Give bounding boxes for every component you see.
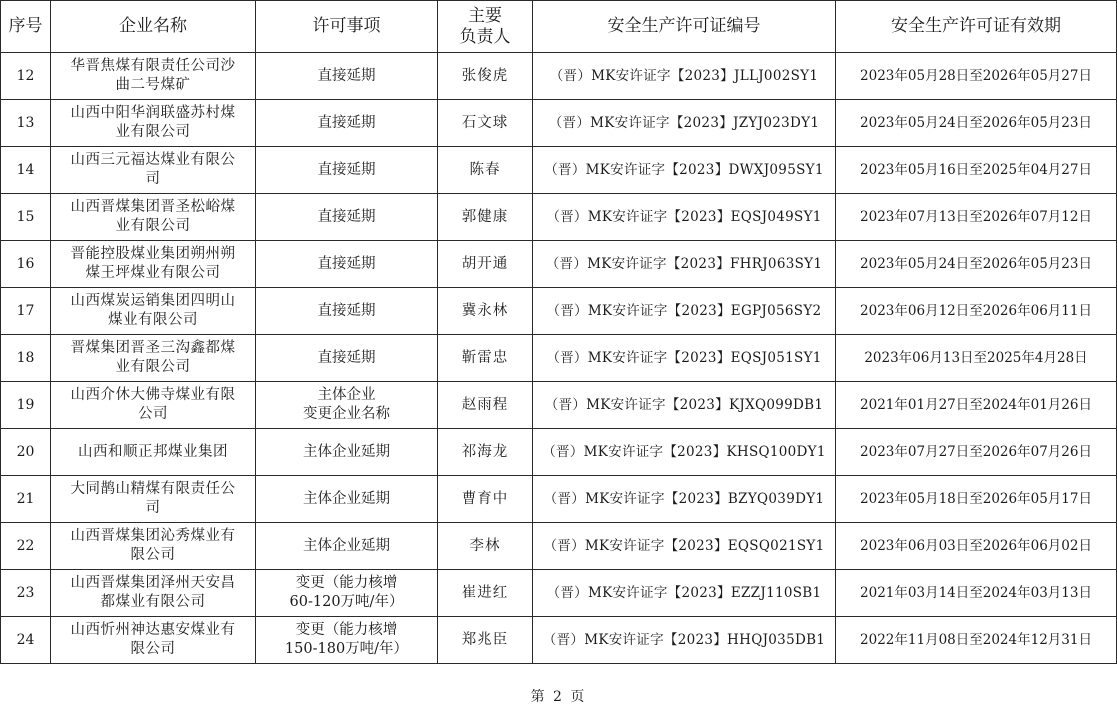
cell-license-no: （晋）MK安许证字【2023】HHQJ035DB1 — [533, 617, 836, 664]
header-person — [438, 1, 533, 53]
cell-matter-line: 主体企业 — [317, 387, 376, 403]
cell-company-line: 都煤业有限公司 — [100, 594, 206, 610]
cell-matter — [256, 476, 438, 523]
cell-seq: 17 — [1, 288, 51, 335]
cell-seq: 13 — [1, 100, 51, 147]
cell-matter-line: 变更（能力核增 — [295, 622, 398, 638]
cell-company — [51, 147, 256, 194]
cell-company-line: 晋煤集团晋圣三沟鑫都煤 — [70, 340, 236, 356]
cell-license-no: （晋）MK安许证字【2023】JLLJ002SY1 — [533, 53, 836, 100]
cell-company-line: 山西晋煤集团晋圣松峪煤 — [70, 199, 236, 215]
page-number: 第 2 页 — [530, 689, 587, 705]
header-seq: 序号 — [1, 1, 51, 53]
cell-license-no: （晋）MK安许证字【2023】EZZJ110SB1 — [533, 570, 836, 617]
header-person-line1: 主要 — [468, 5, 502, 26]
cell-license-no: （晋）MK安许证字【2023】EQSJ051SY1 — [533, 335, 836, 382]
table-row — [1, 523, 1117, 570]
cell-validity: 2023年05月18日至2026年05月17日 — [836, 476, 1117, 523]
cell-company — [51, 429, 256, 476]
cell-seq: 22 — [1, 523, 51, 570]
cell-company-line: 限公司 — [130, 547, 176, 563]
cell-seq: 23 — [1, 570, 51, 617]
table-row — [1, 429, 1117, 476]
cell-matter-line: 直接延期 — [317, 161, 376, 178]
cell-company-line: 业有限公司 — [115, 359, 191, 375]
cell-company-line: 司 — [145, 171, 161, 187]
cell-matter — [256, 241, 438, 288]
table-row — [1, 617, 1117, 664]
header-validity: 安全生产许可证有效期 — [836, 1, 1117, 53]
table-body — [1, 53, 1117, 664]
cell-company — [51, 100, 256, 147]
cell-person: 胡开通 — [438, 241, 533, 288]
cell-matter-line: 60-120万吨/年） — [289, 594, 404, 610]
cell-company-line: 大同鹊山精煤有限责任公 — [70, 481, 236, 497]
cell-company — [51, 617, 256, 664]
table-row — [1, 476, 1117, 523]
cell-matter-line: 变更（能力核增 — [295, 575, 398, 591]
cell-company — [51, 53, 256, 100]
cell-company — [51, 194, 256, 241]
cell-matter-line: 直接延期 — [317, 255, 376, 272]
cell-company-line: 山西忻州神达惠安煤业有 — [70, 622, 236, 638]
cell-validity: 2023年05月24日至2026年05月23日 — [836, 100, 1117, 147]
table-row — [1, 288, 1117, 335]
cell-matter-line: 变更企业名称 — [303, 406, 390, 422]
cell-validity: 2023年05月24日至2026年05月23日 — [836, 241, 1117, 288]
cell-validity: 2023年06月03日至2026年06月02日 — [836, 523, 1117, 570]
table-row — [1, 570, 1117, 617]
header-license-no: 安全生产许可证编号 — [533, 1, 836, 53]
cell-seq: 21 — [1, 476, 51, 523]
cell-person: 陈春 — [438, 147, 533, 194]
cell-license-no: （晋）MK安许证字【2023】DWXJ095SY1 — [533, 147, 836, 194]
cell-company-line: 山西介休大佛寺煤业有限 — [70, 387, 236, 403]
cell-matter-line: 直接延期 — [317, 114, 376, 131]
cell-matter — [256, 429, 438, 476]
cell-person: 郑兆臣 — [438, 617, 533, 664]
cell-matter-line: 直接延期 — [317, 208, 376, 225]
cell-person: 冀永林 — [438, 288, 533, 335]
cell-person: 祁海龙 — [438, 429, 533, 476]
cell-license-no: （晋）MK安许证字【2023】KHSQ100DY1 — [533, 429, 836, 476]
cell-validity: 2022年11月08日至2024年12月31日 — [836, 617, 1117, 664]
cell-seq: 20 — [1, 429, 51, 476]
cell-company — [51, 241, 256, 288]
cell-license-no: （晋）MK安许证字【2023】KJXQ099DB1 — [533, 382, 836, 429]
cell-matter — [256, 523, 438, 570]
cell-company — [51, 570, 256, 617]
header-company: 企业名称 — [51, 1, 256, 53]
cell-company-line: 山西和顺正邦煤业集团 — [78, 443, 228, 460]
cell-company-line: 司 — [145, 500, 161, 516]
table-row — [1, 194, 1117, 241]
cell-company-line: 华晋焦煤有限责任公司沙 — [70, 58, 236, 74]
cell-person: 郭健康 — [438, 194, 533, 241]
cell-person: 靳雷忠 — [438, 335, 533, 382]
cell-seq: 15 — [1, 194, 51, 241]
table-row — [1, 53, 1117, 100]
cell-person: 赵雨程 — [438, 382, 533, 429]
cell-matter — [256, 335, 438, 382]
cell-company — [51, 288, 256, 335]
cell-company-line: 煤王坪煤业有限公司 — [85, 265, 221, 281]
cell-company-line: 限公司 — [130, 641, 176, 657]
cell-person: 曹育中 — [438, 476, 533, 523]
cell-seq: 19 — [1, 382, 51, 429]
cell-validity: 2021年03月14日至2024年03月13日 — [836, 570, 1117, 617]
cell-company-line: 业有限公司 — [115, 124, 191, 140]
cell-validity: 2023年07月27日至2026年07月26日 — [836, 429, 1117, 476]
cell-matter-line: 主体企业延期 — [303, 443, 390, 460]
cell-matter — [256, 382, 438, 429]
cell-seq: 18 — [1, 335, 51, 382]
table-row — [1, 382, 1117, 429]
cell-company-line: 山西三元福达煤业有限公 — [70, 152, 236, 168]
cell-license-no: （晋）MK安许证字【2023】BZYQ039DY1 — [533, 476, 836, 523]
cell-matter — [256, 288, 438, 335]
cell-license-no: （晋）MK安许证字【2023】EQSQ021SY1 — [533, 523, 836, 570]
cell-company-line: 山西煤炭运销集团四明山 — [70, 293, 236, 309]
cell-company-line: 山西晋煤集团沁秀煤业有 — [70, 528, 236, 544]
table-row — [1, 335, 1117, 382]
cell-seq: 12 — [1, 53, 51, 100]
header-matter: 许可事项 — [256, 1, 438, 53]
cell-matter — [256, 53, 438, 100]
cell-matter — [256, 100, 438, 147]
cell-matter — [256, 570, 438, 617]
cell-matter-line: 主体企业延期 — [303, 537, 390, 554]
cell-validity: 2023年05月16日至2025年04月27日 — [836, 147, 1117, 194]
cell-company-line: 山西中阳华润联盛苏村煤 — [70, 105, 236, 121]
header-row — [1, 1, 1117, 53]
cell-license-no: （晋）MK安许证字【2023】EQSJ049SY1 — [533, 194, 836, 241]
cell-license-no: （晋）MK安许证字【2023】EGPJ056SY2 — [533, 288, 836, 335]
cell-company-line: 业有限公司 — [115, 218, 191, 234]
cell-seq: 24 — [1, 617, 51, 664]
cell-matter-line: 直接延期 — [317, 349, 376, 366]
cell-company — [51, 476, 256, 523]
cell-validity: 2023年07月13日至2026年07月12日 — [836, 194, 1117, 241]
header-person-line2: 负责人 — [459, 26, 511, 47]
cell-matter — [256, 194, 438, 241]
cell-person: 张俊虎 — [438, 53, 533, 100]
table-row — [1, 241, 1117, 288]
cell-validity: 2023年05月28日至2026年05月27日 — [836, 53, 1117, 100]
cell-matter-line: 主体企业延期 — [303, 490, 390, 507]
cell-company-line: 山西晋煤集团泽州天安昌 — [70, 575, 236, 591]
cell-validity: 2023年06月13日至2025年4月28日 — [836, 335, 1117, 382]
cell-company-line: 晋能控股煤业集团朔州朔 — [70, 246, 236, 262]
cell-matter-line: 150-180万吨/年） — [284, 641, 409, 657]
cell-matter-line: 直接延期 — [317, 302, 376, 319]
cell-seq: 16 — [1, 241, 51, 288]
cell-validity: 2021年01月27日至2024年01月26日 — [836, 382, 1117, 429]
cell-company-line: 曲二号煤矿 — [115, 77, 191, 93]
table-header — [1, 1, 1117, 53]
cell-matter — [256, 617, 438, 664]
cell-company — [51, 523, 256, 570]
cell-company-line: 煤业有限公司 — [108, 312, 198, 328]
cell-matter-line: 直接延期 — [317, 67, 376, 84]
table-row — [1, 147, 1117, 194]
cell-validity: 2023年06月12日至2026年06月11日 — [836, 288, 1117, 335]
cell-company-line: 公司 — [138, 406, 168, 422]
cell-license-no: （晋）MK安许证字【2023】FHRJ063SY1 — [533, 241, 836, 288]
cell-license-no: （晋）MK安许证字【2023】JZYJ023DY1 — [533, 100, 836, 147]
table-row — [1, 100, 1117, 147]
cell-seq: 14 — [1, 147, 51, 194]
cell-person: 崔进红 — [438, 570, 533, 617]
cell-person: 李林 — [438, 523, 533, 570]
cell-company — [51, 382, 256, 429]
cell-matter — [256, 147, 438, 194]
cell-company — [51, 335, 256, 382]
cell-person: 石文球 — [438, 100, 533, 147]
